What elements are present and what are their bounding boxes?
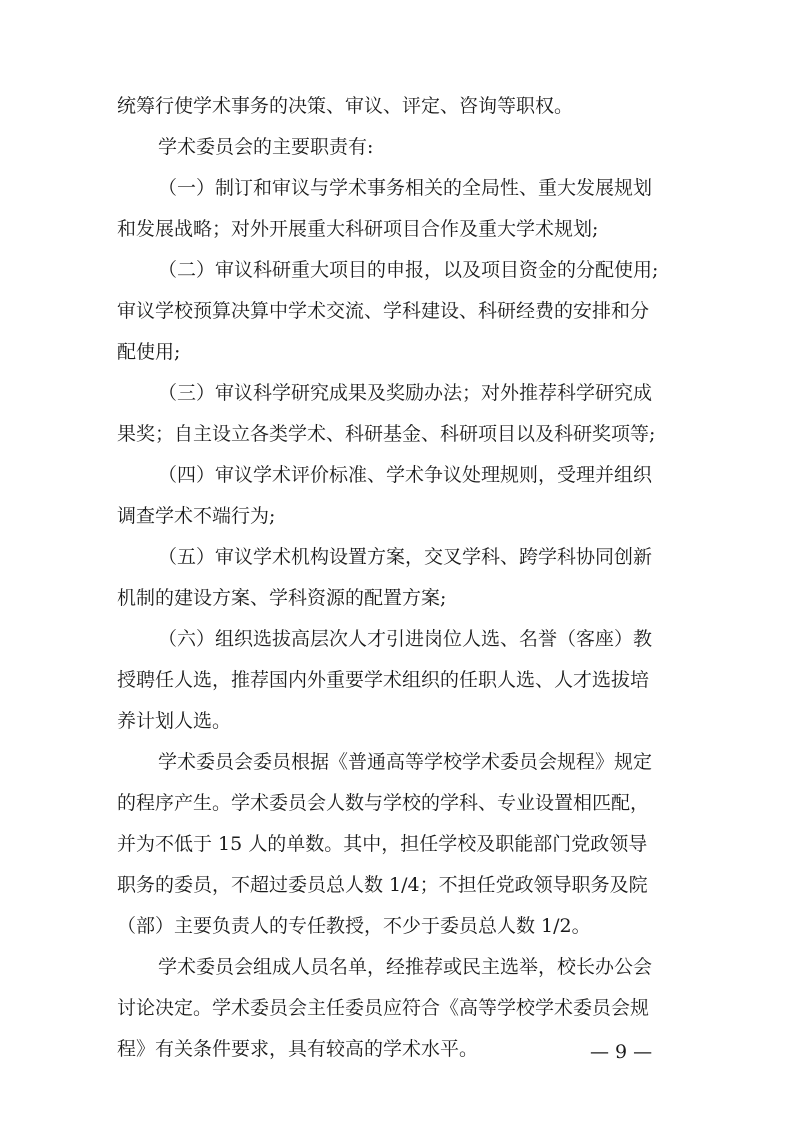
document-page: 统筹行使学术事务的决策、审议、评定、咨询等职权。 学术委员会的主要职责有: （一）制订和审议与学术事务相关的全局性、重大发展规划 和发展战略；对外开展重大科研项目合作及重大学术规划; （二）审议科研重大项目的申报，以及项目资金的分配使用; 审议学校预算决算中学术交流、学科建设、科研经费的安排和分 配使用; （三）审议科学研究成果及奖励办法；对外推荐科学研究成 果奖；自主设立各类学术、科研基金、科研项目以及科研奖项等; （四）审议学术评价标准、学术争议处理规则，受理并组织 调查学术不端行为; （五）审议学术机构设置方案，交叉学科、跨学科协同创新 机制的建设方案、学科资源的配置方案; （六）组织选拔高层次人才引进岗位人选、名誉（客座）教 授聘任人选，推荐国内外重要学术组织的任职人选、人才选拔培 养计划人选。 学术委员会委员根据《普通高等学校学术委员会规程》规定 的程序产生。学术委员会人数与学校的学科、专业设置相匹配， 并为不低于 15 人的单数。其中，担任学校及职能部门党政领导 职务的委员，不超过委员总人数 1/4；不担任党政领导职务及院 （部）主要负责人的专任教授，不少于委员总人数 1/2。 学术委员会组成人员名单，经推荐或民主选举，校长办公会 讨论决定。学术委员会主任委员应符合《高等学校学术委员会规 程》有关条件要求，具有较高的学术水平。 — 9 — (117, 95, 659, 1063)
page-number: — 9 — (590, 1041, 653, 1063)
